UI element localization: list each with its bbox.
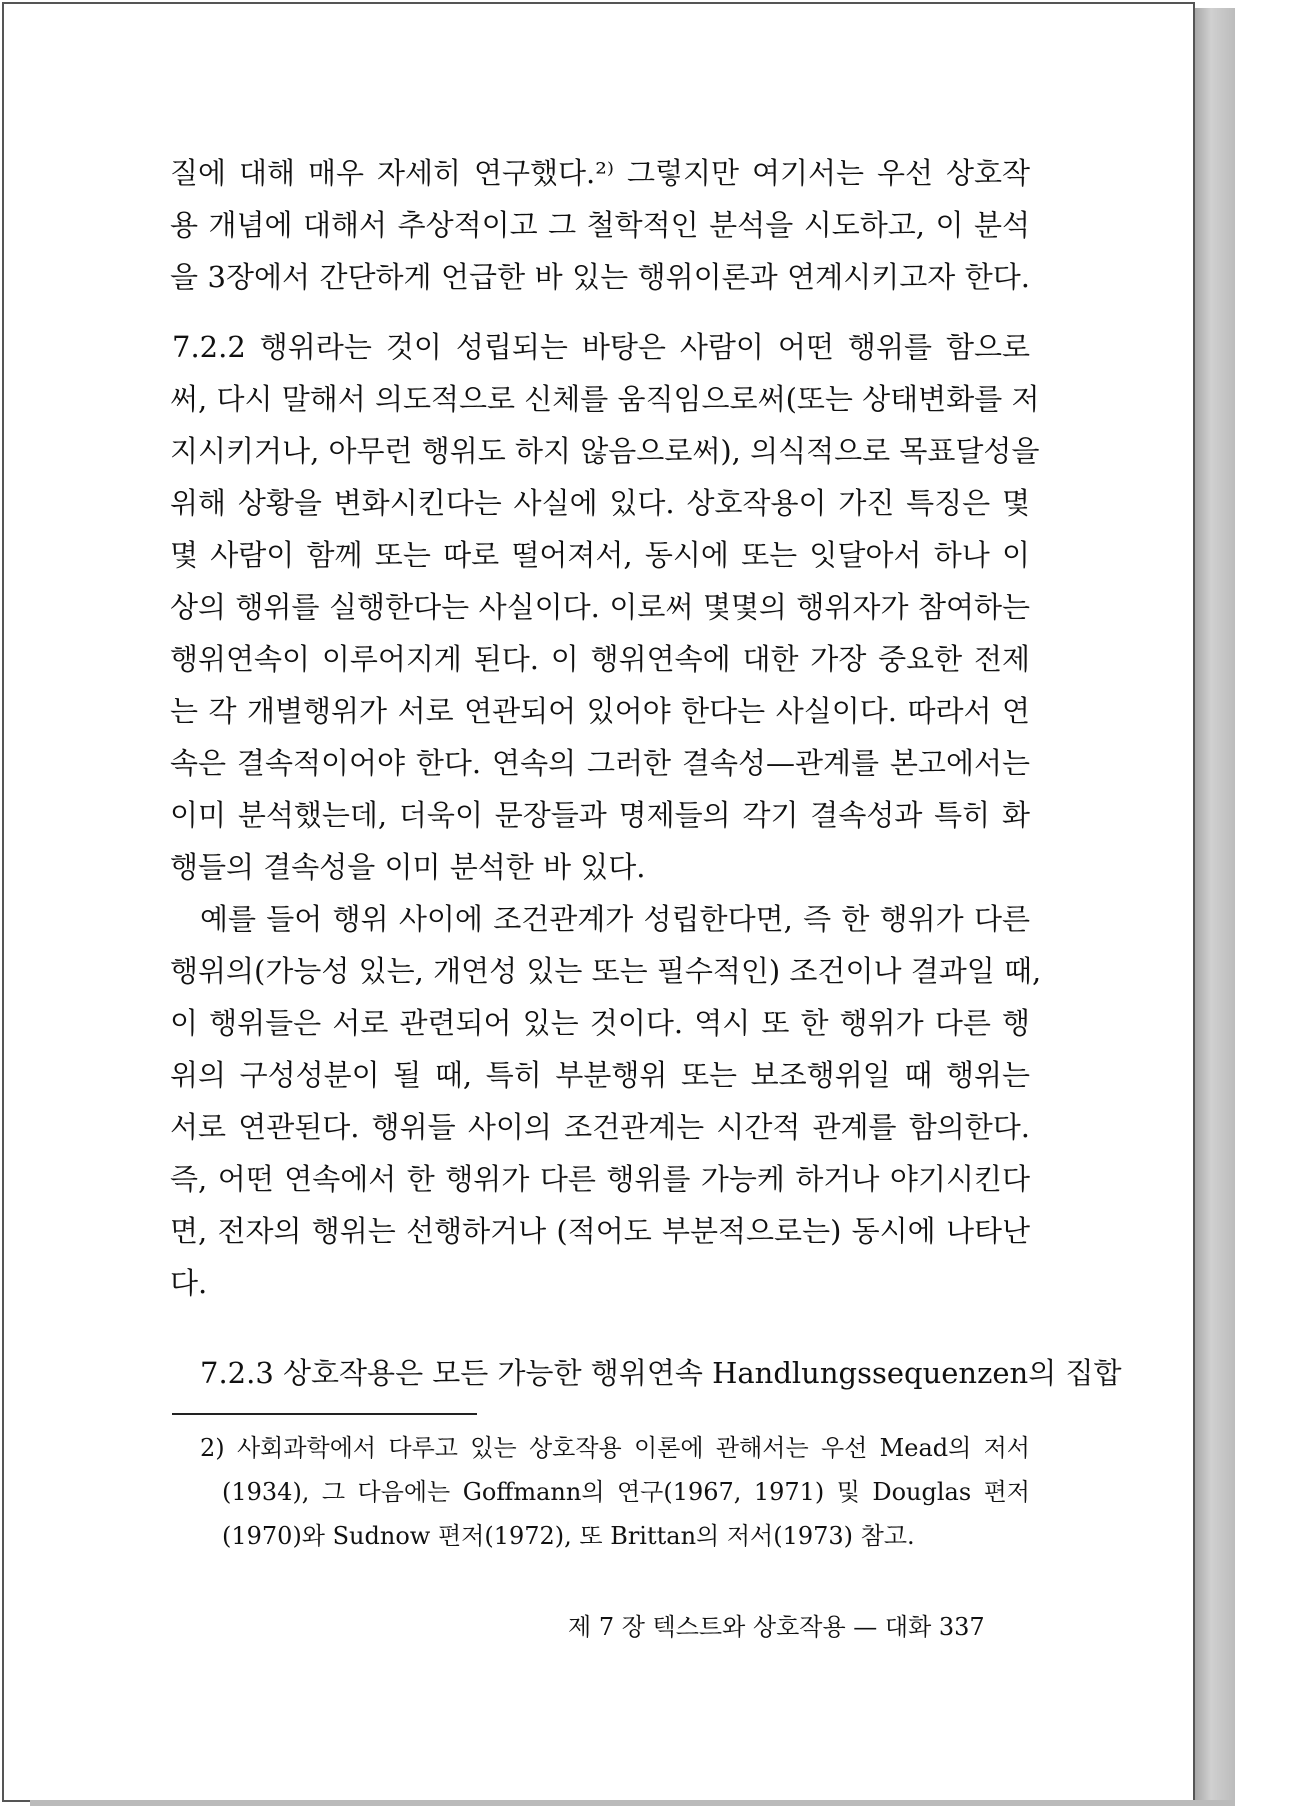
- body-line: 행위연속이 이루어지게 된다. 이 행위연속에 대한 가장 중요한 전제: [170, 642, 1030, 676]
- section-7-2-3-line: 7.2.3 상호작용은 모든 가능한 행위연속 Handlungssequenzen의 집합: [200, 1356, 1122, 1390]
- body-line: 위의 구성성분이 될 때, 특히 부분행위 또는 보조행위일 때 행위는: [170, 1058, 1030, 1092]
- body-line: 상의 행위를 실행한다는 사실이다. 이로써 몇몇의 행위자가 참여하는: [170, 590, 1030, 624]
- body-line: 다.: [170, 1266, 208, 1300]
- body-line: 위해 상황을 변화시킨다는 사실에 있다. 상호작용이 가진 특징은 몇: [170, 486, 1030, 520]
- page-bottom-edge: [30, 1800, 1235, 1806]
- body-line: 이미 분석했는데, 더욱이 문장들과 명제들의 각기 결속성과 특히 화: [170, 798, 1030, 832]
- body-line: 몇 사람이 함께 또는 따로 떨어져서, 동시에 또는 잇달아서 하나 이: [170, 538, 1030, 572]
- body-line: 즉, 어떤 연속에서 한 행위가 다른 행위를 가능케 하거나 야기시킨다: [170, 1162, 1030, 1196]
- section-7-2-2-line: 7.2.2 행위라는 것이 성립되는 바탕은 사람이 어떤 행위를 함으로: [172, 330, 1030, 364]
- body-line: 써, 다시 말해서 의도적으로 신체를 움직임으로써(또는 상태변화를 저: [170, 382, 1040, 416]
- body-line: 속은 결속적이어야 한다. 연속의 그러한 결속성—관계를 본고에서는: [170, 746, 1030, 780]
- body-line: 면, 전자의 행위는 선행하거나 (적어도 부분적으로는) 동시에 나타난: [170, 1214, 1030, 1248]
- body-line: 이 행위들은 서로 관련되어 있는 것이다. 역시 또 한 행위가 다른 행: [170, 1006, 1030, 1040]
- footnote-line: (1934), 그 다음에는 Goffmann의 연구(1967, 1971) 및 Douglas 편저: [222, 1478, 1030, 1506]
- footnote-rule: [172, 1413, 477, 1415]
- footnote-line: 2) 사회과학에서 다루고 있는 상호작용 이론에 관해서는 우선 Mead의 저서: [200, 1434, 1030, 1462]
- body-line: 질에 대해 매우 자세히 연구했다.²⁾ 그렇지만 여기서는 우선 상호작: [170, 156, 1030, 190]
- body-line: 행위의(가능성 있는, 개연성 있는 또는 필수적인) 조건이나 결과일 때,: [170, 954, 1042, 988]
- body-line: 행들의 결속성을 이미 분석한 바 있다.: [170, 850, 646, 884]
- body-line: 지시키거나, 아무런 행위도 하지 않음으로써), 의식적으로 목표달성을: [170, 434, 1040, 468]
- body-line: 서로 연관된다. 행위들 사이의 조건관계는 시간적 관계를 함의한다.: [170, 1110, 1030, 1144]
- body-line: 을 3장에서 간단하게 언급한 바 있는 행위이론과 연계시키고자 한다.: [170, 260, 1030, 294]
- page-stack-edge: [1195, 8, 1235, 1804]
- running-footer: 제 7 장 텍스트와 상호작용 — 대화 337: [568, 1613, 985, 1641]
- body-line: 용 개념에 대해서 추상적이고 그 철학적인 분석을 시도하고, 이 분석: [170, 208, 1030, 242]
- footnote-line: (1970)와 Sudnow 편저(1972), 또 Brittan의 저서(1973) 참고.: [222, 1522, 915, 1550]
- body-line: 예를 들어 행위 사이에 조건관계가 성립한다면, 즉 한 행위가 다른: [200, 902, 1030, 936]
- body-line: 는 각 개별행위가 서로 연관되어 있어야 한다는 사실이다. 따라서 연: [170, 694, 1030, 728]
